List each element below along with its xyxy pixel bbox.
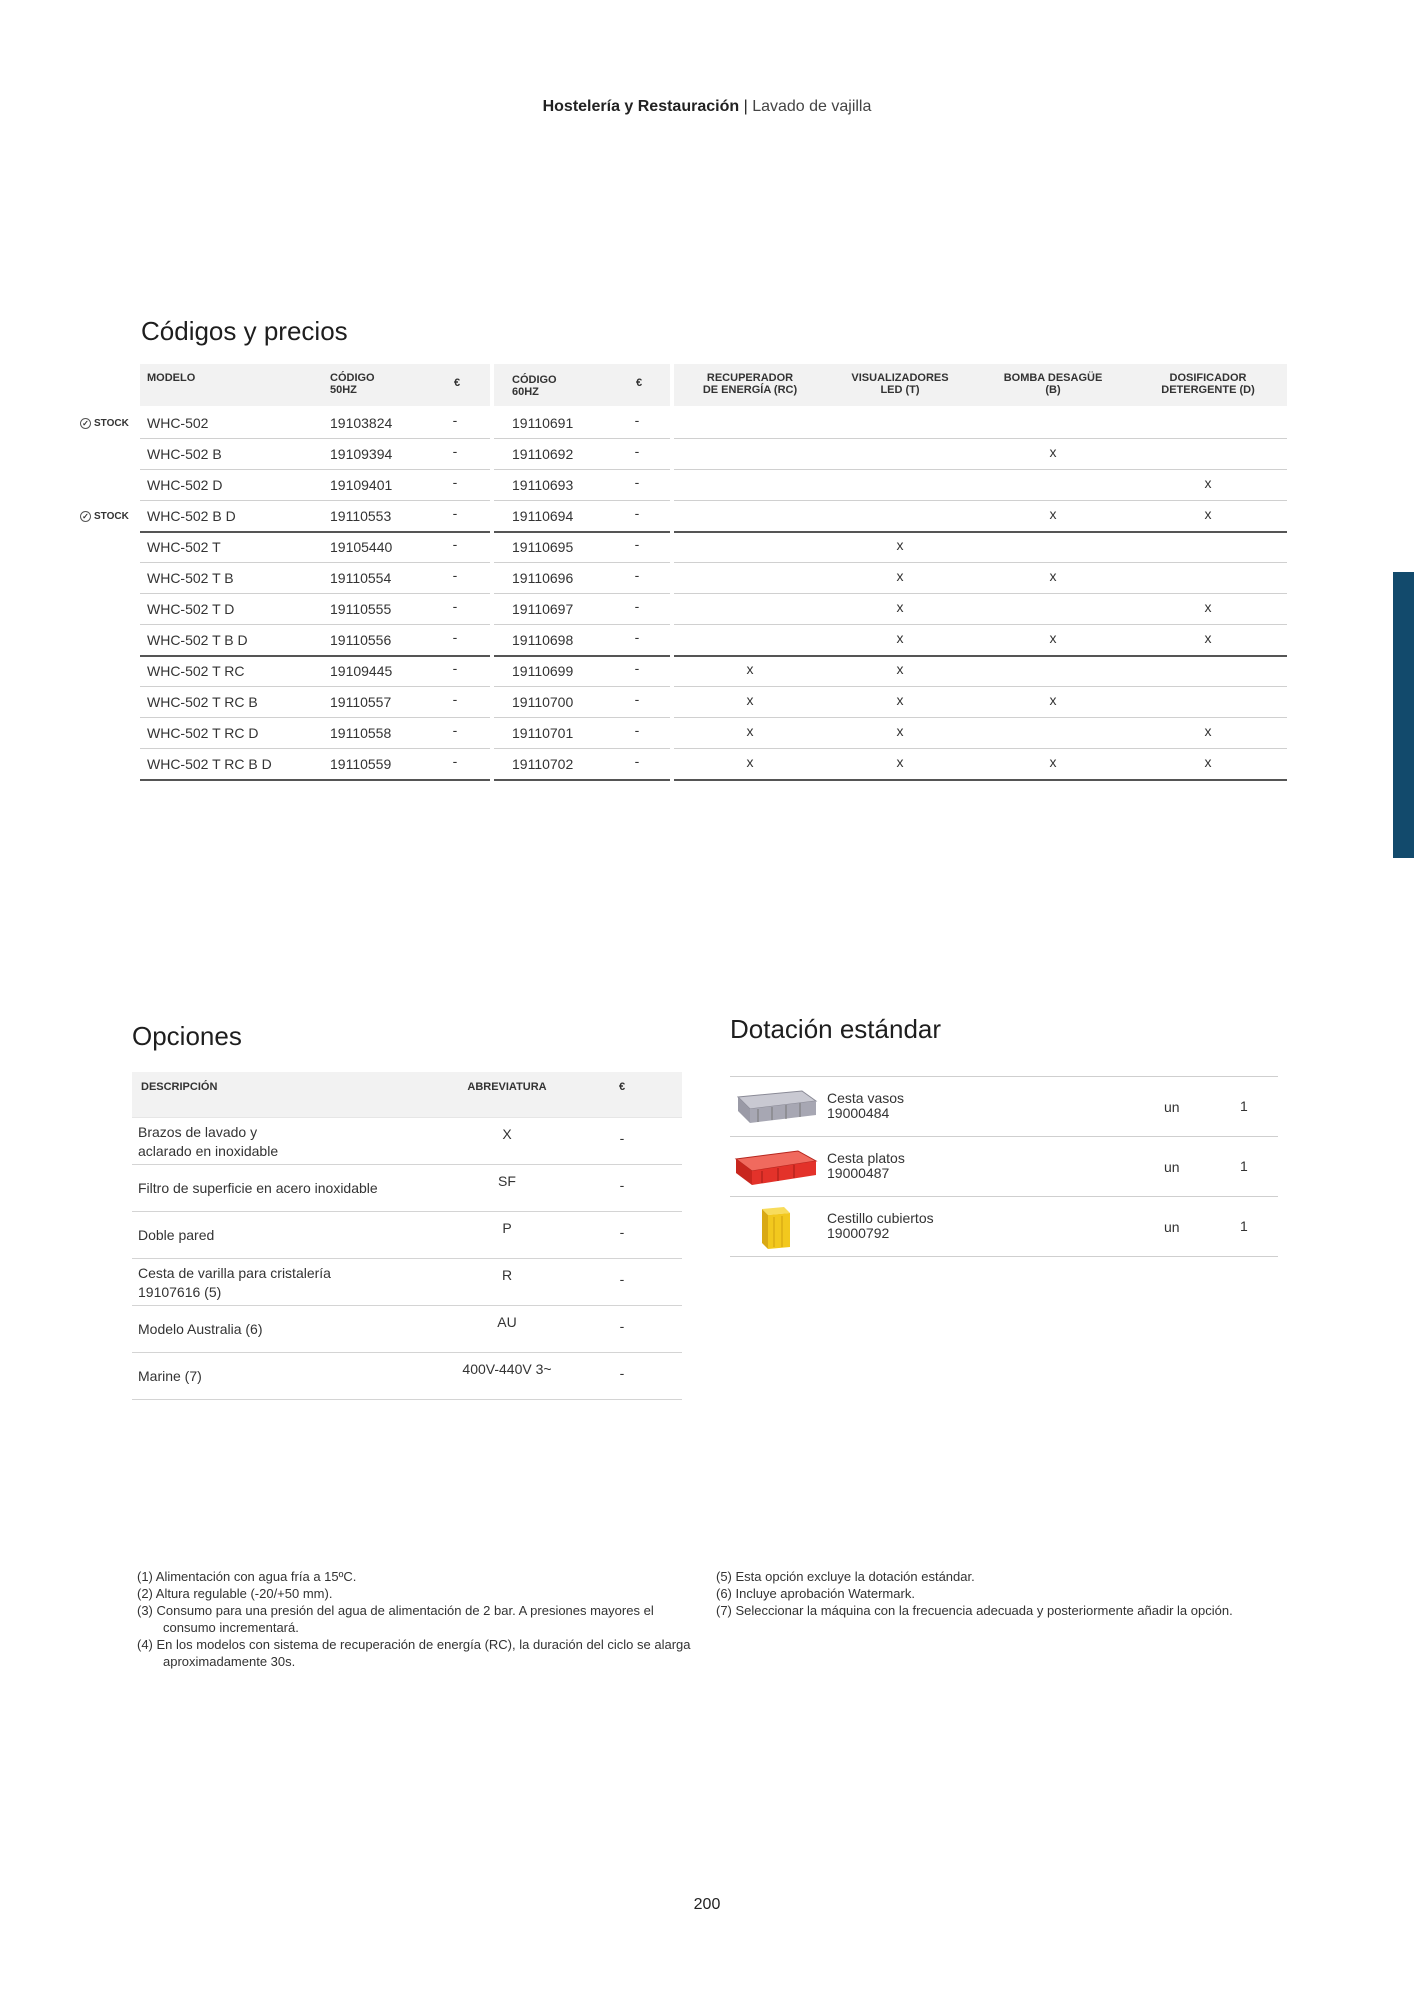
option-price: - — [619, 1177, 625, 1193]
cell-code50: 19105440 — [330, 539, 393, 555]
cell-b: x — [1049, 630, 1057, 646]
cell-price60: - — [634, 753, 640, 769]
cell-price50: - — [452, 443, 458, 459]
standard-item-unit: un — [1164, 1099, 1180, 1115]
option-description-text — [138, 1367, 202, 1386]
cell-code50: 19110556 — [330, 632, 392, 648]
option-row — [132, 1118, 682, 1165]
cell-rc: x — [746, 692, 754, 708]
cell-code60: 19110692 — [512, 446, 574, 462]
cell-rc — [680, 625, 820, 656]
cell-model: WHC-502 T — [147, 539, 221, 555]
cell-code50: 19110553 — [330, 508, 392, 524]
option-desc-line2: 19107616 (5) — [138, 1283, 222, 1300]
col-codigo60-line2: 60HZ — [512, 386, 539, 398]
cell-d: x — [1204, 754, 1212, 770]
cell-price50: - — [452, 412, 458, 428]
cell-code50: 19109445 — [330, 663, 393, 679]
cell-price60: - — [634, 567, 640, 583]
cell-code60: 19110695 — [512, 539, 574, 555]
cell-price60: - — [634, 598, 640, 614]
cell-rc — [680, 594, 820, 625]
cell-price60: - — [634, 691, 640, 707]
cell-code60: 19110697 — [512, 601, 574, 617]
standard-item-qty: 1 — [1240, 1098, 1248, 1114]
option-desc-line1: Cesta de varilla para cristalería — [138, 1264, 331, 1281]
cell-t — [830, 501, 970, 532]
option-description — [138, 1212, 398, 1259]
cell-b — [983, 408, 1123, 439]
cell-price60: - — [634, 443, 640, 459]
stock-label: STOCK — [94, 511, 129, 522]
footnote: (7) Seleccionar la máquina con la frecuencia adecuada y posteriormente añadir la opción. — [716, 1603, 1233, 1618]
cell-price50: - — [452, 598, 458, 614]
cell-code50: 19110559 — [330, 756, 392, 772]
cell-code60: 19110702 — [512, 756, 574, 772]
table-row — [140, 470, 1287, 501]
cell-price50: - — [452, 691, 458, 707]
row-divider — [494, 779, 670, 781]
standard-item-code: 19000487 — [827, 1165, 890, 1181]
cell-t: x — [896, 723, 904, 739]
cell-price50: - — [452, 536, 458, 552]
col-codigo60-line1: CÓDIGO — [512, 374, 557, 386]
cell-model: WHC-502 B D — [147, 508, 236, 524]
option-price: - — [619, 1130, 625, 1146]
header-section: Hostelería y Restauración — [542, 98, 740, 115]
option-row — [132, 1165, 682, 1212]
standard-item-code: 19000792 — [827, 1225, 890, 1241]
cell-code60: 19110700 — [512, 694, 574, 710]
options-header-bg — [132, 1072, 682, 1118]
header-separator: | — [743, 98, 748, 115]
cell-code50: 19109401 — [330, 477, 393, 493]
stock-badge — [80, 501, 129, 532]
cell-b — [983, 470, 1123, 501]
option-description-text — [138, 1226, 214, 1245]
option-row — [132, 1212, 682, 1259]
cell-d: x — [1204, 475, 1212, 491]
option-abbreviation: R — [501, 1267, 513, 1283]
cell-price50: - — [452, 505, 458, 521]
cell-t — [830, 408, 970, 439]
cell-price50: - — [452, 753, 458, 769]
col-rc-line1: RECUPERADOR — [706, 372, 794, 384]
table-row — [140, 749, 1287, 780]
standard-item-label: Cestillo cubiertos — [827, 1210, 934, 1226]
cell-d — [1138, 532, 1278, 563]
check-circle-icon: ✓ — [80, 418, 91, 429]
table-row — [140, 594, 1287, 625]
options-col-desc: DESCRIPCIÓN — [141, 1081, 218, 1093]
col-b-line2: (B) — [1045, 384, 1061, 396]
cell-b: x — [1049, 506, 1057, 522]
options-title: Opciones — [132, 1021, 242, 1051]
header-subsection: Lavado de vajilla — [752, 98, 872, 115]
cell-price50: - — [452, 722, 458, 738]
prices-title: Códigos y precios — [141, 316, 348, 346]
cell-code60: 19110696 — [512, 570, 574, 586]
cell-code60: 19110698 — [512, 632, 574, 648]
stock-badge — [80, 408, 129, 439]
standard-item-name — [827, 1091, 904, 1121]
cell-model: WHC-502 B — [147, 446, 222, 462]
cell-price60: - — [634, 505, 640, 521]
notes-right — [716, 1568, 1236, 1619]
cell-price50: - — [452, 474, 458, 490]
standard-equipment-list — [730, 1076, 1278, 1257]
standard-title: Dotación estándar — [730, 1014, 942, 1044]
cell-d — [1138, 563, 1278, 594]
cell-t — [830, 470, 970, 501]
table-row — [82, 501, 1287, 532]
cell-price50: - — [452, 567, 458, 583]
option-description — [138, 1118, 398, 1165]
col-codigo50-line1: CÓDIGO — [330, 372, 375, 384]
cell-d: x — [1204, 506, 1212, 522]
standard-item-qty: 1 — [1240, 1218, 1248, 1234]
cell-b — [983, 594, 1123, 625]
standard-item-unit: un — [1164, 1219, 1180, 1235]
table-row — [140, 625, 1287, 656]
cell-d: x — [1204, 599, 1212, 615]
table-row — [140, 718, 1287, 749]
standard-item-label: Cesta vasos — [827, 1090, 905, 1106]
cell-t: x — [896, 661, 904, 677]
cell-model: WHC-502 T RC — [147, 663, 245, 679]
options-col-abbr: ABREVIATURA — [467, 1081, 547, 1093]
footnote: (1) Alimentación con agua fría a 15ºC. — [137, 1569, 357, 1584]
cell-price60: - — [634, 474, 640, 490]
cell-b — [983, 532, 1123, 563]
cell-rc — [680, 408, 820, 439]
col-codigo50-line2: 50HZ — [330, 384, 357, 396]
cell-code50: 19110555 — [330, 601, 392, 617]
cell-model: WHC-502 T B D — [147, 632, 248, 648]
col-eur-2: € — [636, 377, 643, 389]
footnote: (5) Esta opción excluye la dotación estándar. — [716, 1569, 975, 1584]
cell-d: x — [1204, 630, 1212, 646]
option-desc-line1: Brazos de lavado y — [138, 1123, 258, 1140]
option-price: - — [619, 1224, 625, 1240]
standard-item-unit: un — [1164, 1159, 1180, 1175]
option-row — [132, 1353, 682, 1400]
cell-model: WHC-502 T D — [147, 601, 235, 617]
option-row — [132, 1259, 682, 1306]
option-description — [138, 1165, 398, 1212]
page-header — [0, 98, 1414, 116]
col-rc-line2: DE ENERGÍA (RC) — [702, 384, 798, 396]
option-description — [138, 1306, 398, 1353]
col-eur-1: € — [454, 377, 461, 389]
cell-d — [1138, 656, 1278, 687]
cell-t: x — [896, 568, 904, 584]
option-description-text — [138, 1179, 378, 1198]
option-price: - — [619, 1271, 625, 1287]
option-description — [138, 1353, 398, 1400]
cell-code60: 19110691 — [512, 415, 574, 431]
rack-red-icon — [732, 1143, 818, 1191]
standard-item — [730, 1197, 1278, 1257]
option-desc-line1: Filtro de superficie en acero inoxidable — [138, 1180, 378, 1196]
option-abbreviation: P — [502, 1220, 512, 1236]
cell-price60: - — [634, 536, 640, 552]
cell-code50: 19110558 — [330, 725, 392, 741]
cell-model: WHC-502 T RC B — [147, 694, 258, 710]
cell-b: x — [1049, 568, 1057, 584]
cell-model: WHC-502 D — [147, 477, 223, 493]
cell-model: WHC-502 T RC B D — [147, 756, 272, 772]
option-desc-line1: Marine (7) — [138, 1368, 202, 1384]
stock-label: STOCK — [94, 418, 129, 429]
table-row — [140, 439, 1287, 470]
footnote: (4) En los modelos con sistema de recuperación de energía (RC), la duración del ciclo se alarga aproximadamente 30s. — [137, 1637, 691, 1669]
cell-t: x — [896, 630, 904, 646]
cell-model: WHC-502 T RC D — [147, 725, 259, 741]
cell-code60: 19110701 — [512, 725, 574, 741]
row-divider — [140, 779, 490, 781]
cell-code50: 19103824 — [330, 415, 393, 431]
option-desc-line2: aclarado en inoxidable — [138, 1142, 279, 1159]
col-t-line1: VISUALIZADORES — [851, 372, 949, 384]
table-row — [140, 563, 1287, 594]
option-description-text — [138, 1123, 278, 1161]
table-row — [140, 656, 1287, 687]
option-desc-line1: Doble pared — [138, 1227, 215, 1243]
notes-left — [137, 1568, 697, 1670]
option-description-text — [138, 1320, 263, 1339]
option-abbreviation: 400V-440V 3~ — [462, 1361, 552, 1377]
row-divider — [674, 779, 1287, 781]
cell-model: WHC-502 — [147, 415, 209, 431]
cell-b — [983, 656, 1123, 687]
cell-price50: - — [452, 629, 458, 645]
standard-item-label: Cesta platos — [827, 1150, 905, 1166]
cell-rc — [680, 532, 820, 563]
cell-price60: - — [634, 722, 640, 738]
col-t-line2: LED (T) — [880, 384, 920, 396]
side-tab-marker — [1393, 572, 1414, 858]
option-description-text — [138, 1264, 331, 1302]
cell-t — [830, 439, 970, 470]
col-b-line1: BOMBA DESAGÜE — [1003, 372, 1103, 384]
option-abbreviation: SF — [498, 1173, 516, 1189]
option-abbreviation: X — [502, 1126, 512, 1142]
cell-code50: 19110554 — [330, 570, 392, 586]
standard-item — [730, 1077, 1278, 1137]
cell-rc: x — [746, 661, 754, 677]
col-d-line2: DETERGENTE (D) — [1161, 384, 1255, 396]
cell-rc — [680, 439, 820, 470]
standard-item-name — [827, 1211, 934, 1241]
footnote: (2) Altura regulable (-20/+50 mm). — [137, 1586, 333, 1601]
cell-b — [983, 718, 1123, 749]
standard-item-qty: 1 — [1240, 1158, 1248, 1174]
footnote: (6) Incluye aprobación Watermark. — [716, 1586, 915, 1601]
cell-code60: 19110694 — [512, 508, 574, 524]
cell-price60: - — [634, 660, 640, 676]
cell-t: x — [896, 692, 904, 708]
cell-code50: 19110557 — [330, 694, 392, 710]
cell-price60: - — [634, 412, 640, 428]
option-description — [138, 1259, 398, 1306]
option-price: - — [619, 1365, 625, 1381]
page-number: 200 — [693, 1896, 721, 1913]
cell-code50: 19109394 — [330, 446, 393, 462]
option-abbreviation: AU — [497, 1314, 517, 1330]
table-row — [140, 532, 1287, 563]
options-col-eur: € — [618, 1081, 626, 1093]
cell-rc — [680, 563, 820, 594]
cutlery-basket-icon — [732, 1203, 818, 1251]
cell-b: x — [1049, 692, 1057, 708]
option-price: - — [619, 1318, 625, 1334]
cell-rc — [680, 501, 820, 532]
cell-d — [1138, 408, 1278, 439]
cell-rc: x — [746, 723, 754, 739]
col-modelo: MODELO — [147, 372, 196, 384]
cell-d — [1138, 439, 1278, 470]
cell-d — [1138, 687, 1278, 718]
cell-price50: - — [452, 660, 458, 676]
option-row — [132, 1306, 682, 1353]
cell-d: x — [1204, 723, 1212, 739]
cell-code60: 19110699 — [512, 663, 574, 679]
col-d-line1: DOSIFICADOR — [1169, 372, 1247, 384]
cell-rc — [680, 470, 820, 501]
table-row — [82, 408, 1287, 439]
cell-model: WHC-502 T B — [147, 570, 234, 586]
cell-t: x — [896, 537, 904, 553]
check-circle-icon: ✓ — [80, 511, 91, 522]
option-desc-line1: Modelo Australia (6) — [138, 1321, 263, 1337]
standard-item-code: 19000484 — [827, 1105, 890, 1121]
cell-price60: - — [634, 629, 640, 645]
cell-t: x — [896, 754, 904, 770]
cell-rc: x — [746, 754, 754, 770]
standard-item-name — [827, 1151, 905, 1181]
cell-b: x — [1049, 754, 1057, 770]
cell-code60: 19110693 — [512, 477, 574, 493]
cell-b: x — [1049, 444, 1057, 460]
footnote: (3) Consumo para una presión del agua de alimentación de 2 bar. A presiones mayores el consumo incrementará. — [137, 1603, 654, 1635]
standard-item — [730, 1137, 1278, 1197]
rack-gray-icon — [732, 1083, 818, 1131]
table-row — [140, 687, 1287, 718]
cell-t: x — [896, 599, 904, 615]
